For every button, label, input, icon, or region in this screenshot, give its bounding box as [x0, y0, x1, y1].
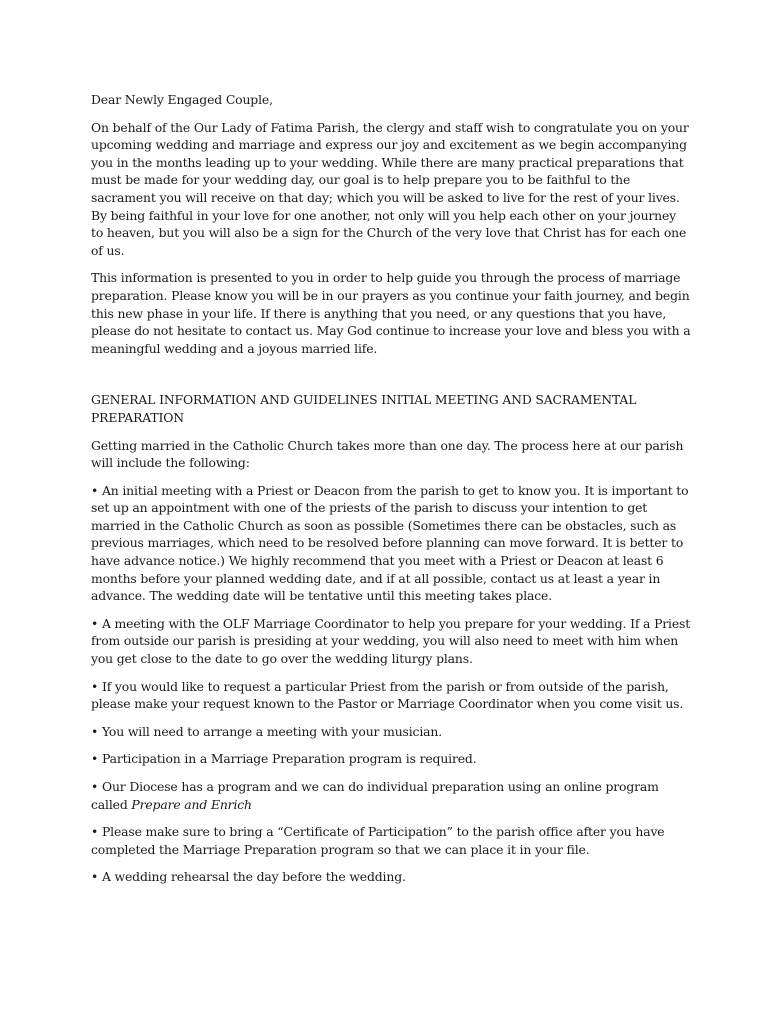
document-page: [91, 91, 691, 896]
list-item: • A wedding rehearsal the day before the wedding.: [91, 869, 406, 885]
section-lead: Getting married in the Catholic Church takes more than one day. The process here at our parish will include the following:: [91, 437, 684, 471]
section-heading: GENERAL INFORMATION AND GUIDELINES INITIAL MEETING AND SACRAMENTAL PREPARATION: [91, 392, 637, 425]
salutation: Dear Newly Engaged Couple,: [91, 92, 273, 107]
list-item: • Participation in a Marriage Preparation program is required.: [91, 751, 477, 767]
intro-paragraph: On behalf of the Our Lady of Fatima Parish, the clergy and staff wish to congratulate you on your upcoming wedding and marriage and express our joy and excitement as we begin accompanying you in the months leading up to your wedding. While there are many practical preparations that must be made for your wedding day, our goal is to help prepare you to be faithful to the sacrament you will receive on that day; which you will be asked to live for the rest of your lives. By being faithful in your love for one another, not only will you help each other on your journey to heaven, but you will also be a sign for the Church of the very love that Christ has for each one of us.: [91, 119, 689, 258]
intro-paragraph: This information is presented to you in order to help guide you through the process of marriage preparation. Please know you will be in our prayers as you continue your faith journey, and begin this new phase in your life. If there is anything that you need, or any questions that you have, please do not hesitate to contact us. May God continue to increase your love and bless you with a meaningful wedding and a joyous married life.: [91, 270, 691, 356]
list-item: • You will need to arrange a meeting with your musician.: [91, 723, 443, 739]
program-name: Prepare and Enrich: [131, 796, 252, 812]
list-item: • An initial meeting with a Priest or Deacon from the parish to get to know you. It is important to set up an appointment with one of the priests of the parish to discuss your intention to get married in the Catholic Church as soon as possible (Sometimes there can be obstacles, such as previous marriages, which need to be resolved before planning can move forward. It is better to have advance notice.) We highly recommend that you meet with a Priest or Deacon at least 6 months before your planned wedding date, and if at all possible, contact us at least a year in advance. The wedding date will be tentative until this meeting takes place.: [91, 482, 689, 604]
list-item: • If you would like to request a particular Priest from the parish or from outside of the parish, please make your request known to the Pastor or Marriage Coordinator when you come visit us.: [91, 678, 684, 712]
list-item: • A meeting with the OLF Marriage Coordinator to help you prepare for your wedding. If a Priest from outside our parish is presiding at your wedding, you will also need to meet with him when you get close to the date to go over the wedding liturgy plans.: [91, 615, 691, 667]
list-item: [91, 778, 691, 813]
list-item: • Please make sure to bring a “Certificate of Participation” to the parish office after you have completed the Marriage Preparation program so that we can place it in your file.: [91, 824, 665, 857]
list-item-text: • Our Diocese has a program and we can do individual preparation using an online program called: [91, 779, 659, 812]
